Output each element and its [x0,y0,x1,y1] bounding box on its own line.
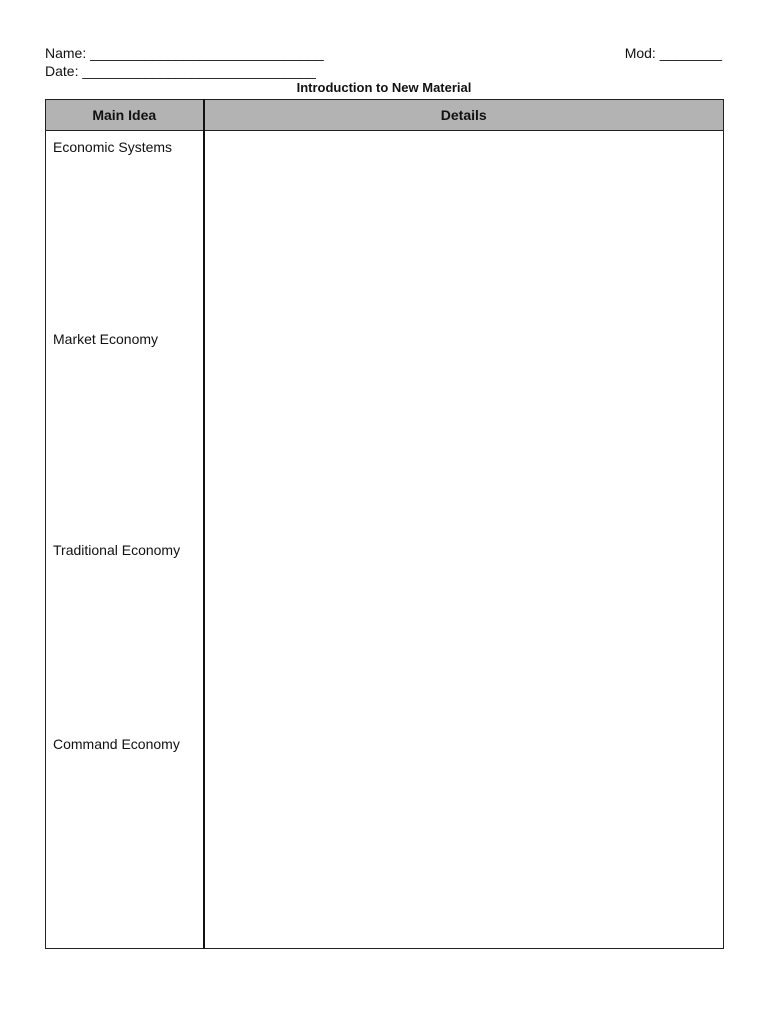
notes-table [45,99,724,949]
name-field[interactable]: Name: ______________________________ [45,45,324,61]
table-row [46,728,724,949]
header-details: Details [204,100,724,131]
main-idea-cell: Traditional Economy [46,534,204,728]
table-row [46,323,724,534]
main-idea-cell: Command Economy [46,728,204,949]
header-main-idea: Main Idea [46,100,204,131]
main-idea-cell: Economic Systems [46,131,204,324]
main-idea-cell: Market Economy [46,323,204,534]
details-cell[interactable] [204,323,724,534]
table-row [46,131,724,324]
table-header-row [46,100,724,131]
mod-field[interactable]: Mod: ________ [624,45,722,61]
table-row [46,534,724,728]
details-cell[interactable] [204,131,724,324]
page-title: Introduction to New Material [296,80,472,95]
date-field[interactable]: Date: ______________________________ [45,63,316,79]
details-cell[interactable] [204,534,724,728]
details-cell[interactable] [204,728,724,949]
